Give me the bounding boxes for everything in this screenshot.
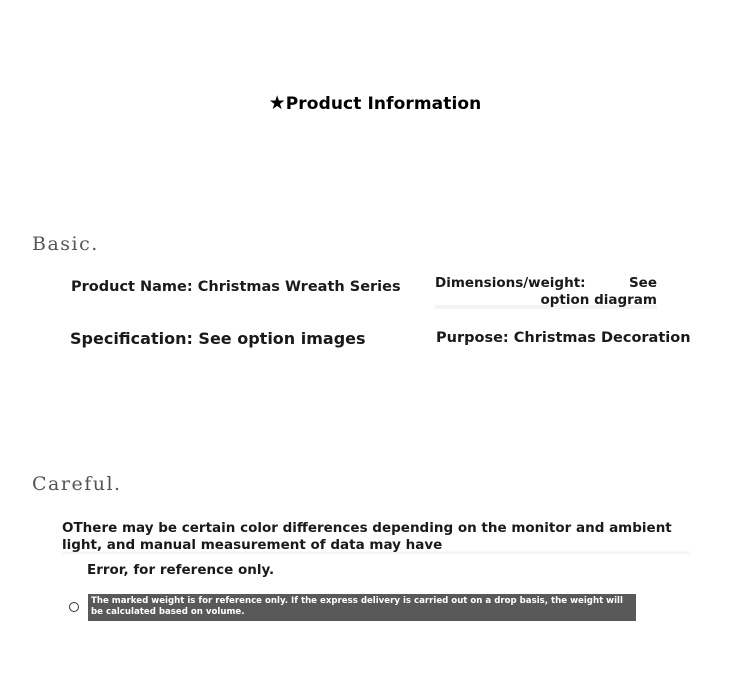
bullet-circle-icon	[69, 602, 79, 612]
page-title	[0, 92, 750, 114]
star-icon: ★	[268, 92, 286, 114]
weight-reference-note: The marked weight is for reference only. If the express delivery is carried out on a drop basis, the weight will be calculated based on volume.	[88, 594, 636, 621]
purpose-field: Purpose: Christmas Decoration	[436, 330, 691, 346]
color-difference-note: OThere may be certain color differences depending on the monitor and ambient light, and manual measurement of data may have	[62, 520, 690, 554]
dimensions-weight-field: Dimensions/weight: See option diagram	[435, 275, 657, 308]
reference-error-note: Error, for reference only.	[87, 562, 275, 578]
basic-section-heading: Basic.	[32, 233, 99, 255]
careful-section-heading: Careful.	[32, 473, 122, 495]
page-title-text: Product Information	[285, 94, 482, 114]
product-name-field: Product Name: Christmas Wreath Series	[71, 279, 401, 295]
specification-field: Specification: See option images	[70, 329, 366, 348]
